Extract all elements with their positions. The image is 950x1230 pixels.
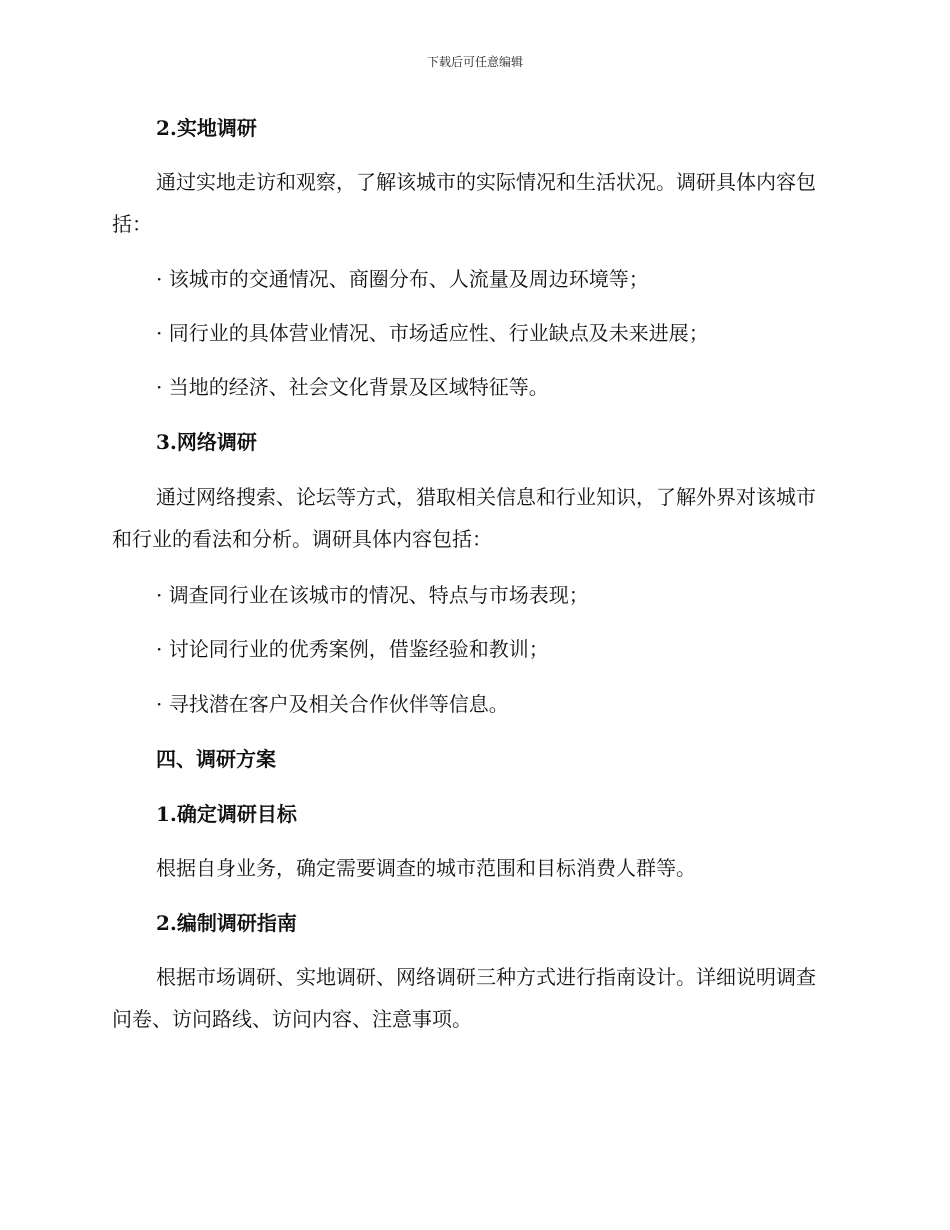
section-heading-define-goals: 1.确定调研目标: [156, 802, 297, 826]
paragraph-field-research: 通过实地走访和观察，了解该城市的实际情况和生活状况。调研具体内容包括：: [112, 170, 816, 236]
bullet-item: · 调查同行业在该城市的情况、特点与市场表现；: [156, 583, 589, 607]
paragraph-guide: 根据市场调研、实地调研、网络调研三种方式进行指南设计。详细说明调查问卷、访问路线、访问内容、注意事项。: [112, 965, 816, 1031]
bullet-item: · 寻找潜在客户及相关合作伙伴等信息。: [156, 692, 509, 716]
bullet-item: · 同行业的具体营业情况、市场适应性、行业缺点及未来进展；: [156, 321, 709, 345]
bullet-item: · 当地的经济、社会文化背景及区域特征等。: [156, 375, 549, 399]
paragraph-define-goals: 根据自身业务，确定需要调查的城市范围和目标消费人群等。: [156, 856, 696, 880]
section-heading-research-plan: 四、调研方案: [156, 747, 276, 771]
bullet-item: · 该城市的交通情况、商圈分布、人流量及周边环境等；: [156, 267, 649, 291]
section-heading-online-research: 3.网络调研: [156, 430, 257, 454]
page-header: 下载后可任意编辑: [426, 55, 523, 69]
section-heading-guide: 2.编制调研指南: [156, 911, 297, 935]
bullet-item: · 讨论同行业的优秀案例，借鉴经验和教训；: [156, 637, 549, 661]
section-heading-field-research: 2.实地调研: [156, 116, 257, 140]
paragraph-online-research: 通过网络搜索、论坛等方式，猎取相关信息和行业知识，了解外界对该城市和行业的看法和分析。调研具体内容包括：: [112, 485, 816, 551]
